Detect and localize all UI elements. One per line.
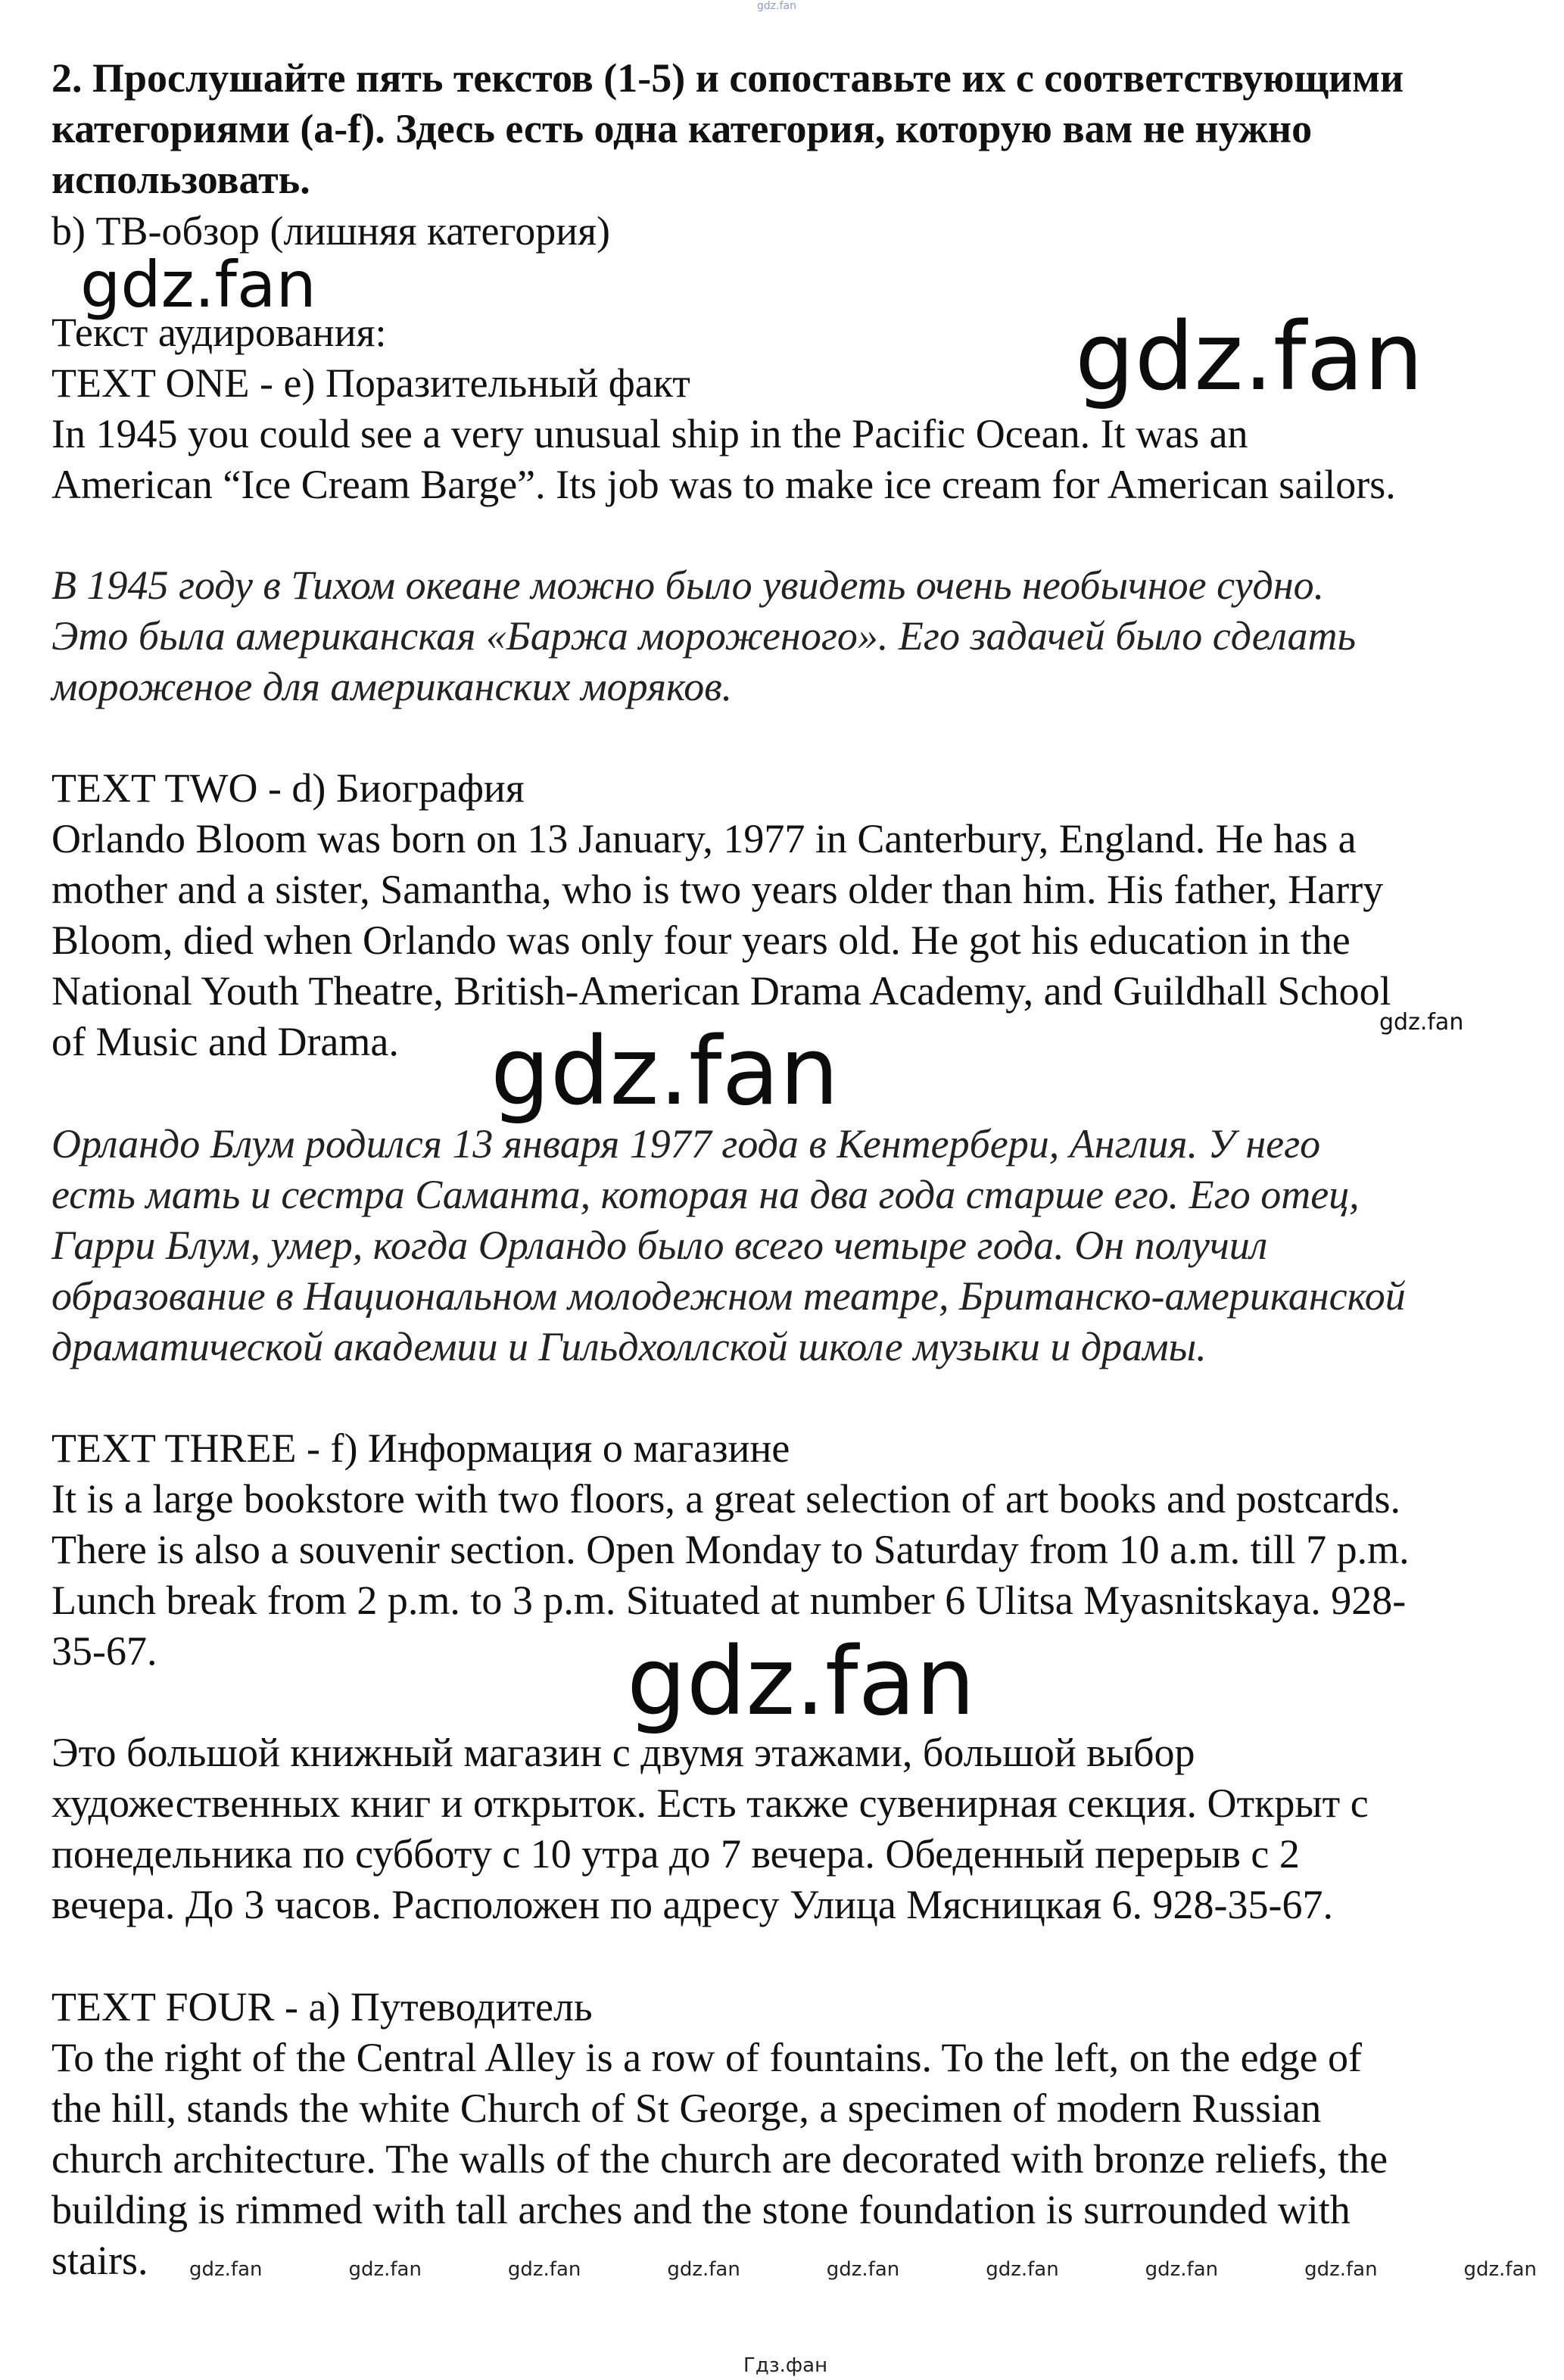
watermark-row-item: gdz.fan — [1304, 2258, 1378, 2281]
text-two-russian: Орландо Блум родился 13 января 1977 года в Кентербери, Англия. У него есть мать и сестра Саманта, которая на два года старше его. Его отец, Гарри Блум, умер, когда Орландо было всего четыре года. Он получил образование в Национальном молодежном театре, Британско-американской драматической академии и Гильдхоллской школе музыки и драмы. — [51, 1121, 1406, 1369]
transcript-label: Текст аудирования: — [51, 310, 387, 355]
watermark-row-item: gdz.fan — [986, 2258, 1059, 2281]
watermark-1: gdz.fan — [80, 248, 316, 322]
watermark-3: gdz.fan — [491, 1017, 840, 1126]
text-four-title: TEXT FOUR - a) Путеводитель — [51, 1984, 593, 2030]
text-three-english: It is a large bookstore with two floors, a great selection of art books and postcards. There is also a souvenir section. Open Monday to Saturday from 10 a.m. till 7 p.m. Lunch break from 2 p.m. to 3 p.m. Situated at number 6 Ulitsa Myasnitskaya. 928- 35-67. — [51, 1476, 1410, 1674]
text-one-russian: В 1945 году в Тихом океане можно было увидеть очень необычное судно. Это была американская «Баржа мороженого». Его задачей было сделать мороженое для американских моряков. — [51, 562, 1357, 709]
text-one-title: TEXT ONE - e) Поразительный факт — [51, 360, 690, 406]
text-three-russian: Это большой книжный магазин с двумя этажами, большой выбор художественных книг и открыток. Есть также сувенирная секция. Открыт с понедельника по субботу с 10 утра до 7 вечера. Обеденный перерыв с 2 вечера. До 3 часов. Расположен по адресу Улица Мясницкая 6. 928-35-67. — [51, 1730, 1369, 1927]
watermark-row-item: gdz.fan — [1463, 2258, 1537, 2281]
watermark-row-item: gdz.fan — [1145, 2258, 1219, 2281]
watermark-footer: Гдз.фан — [743, 2354, 828, 2377]
watermark-row-item: gdz.fan — [189, 2258, 263, 2281]
watermark-row-item: gdz.fan — [507, 2258, 581, 2281]
watermark-row-item: gdz.fan — [667, 2258, 740, 2281]
watermark-row — [189, 2260, 1537, 2279]
text-four-english: To the right of the Central Alley is a row of fountains. To the left, on the edge of the hill, stands the white Church of St George, a specimen of modern Russian church architecture. The walls of the church are decorated with bronze reliefs, the building is rimmed with tall arches and the stone foundation is surrounded with stairs. — [51, 2035, 1388, 2283]
task-heading: 2. Прослушайте пять текстов (1-5) и сопоставьте их с соответствующими категориями (a-f). Здесь есть одна категория, которую вам не нужно использовать. — [51, 55, 1404, 202]
text-three-title: TEXT THREE - f) Информация о магазине — [51, 1425, 790, 1471]
watermark-4: gdz.fan — [1379, 1009, 1464, 1036]
watermark-row-item: gdz.fan — [826, 2258, 900, 2281]
watermark-row-item: gdz.fan — [348, 2258, 422, 2281]
text-two-title: TEXT TWO - d) Биография — [51, 765, 525, 811]
watermark-top: gdz.fan — [757, 0, 796, 12]
text-two-english: Orlando Bloom was born on 13 January, 1977 in Canterbury, England. He has a mother and a sister, Samantha, who is two years older than him. His father, Harry Bloom, died when Orlando was only four years old. He got his education in the National Youth Theatre, British-American Drama Academy, and Guildhall School of Music and Drama. — [51, 816, 1391, 1064]
extra-category: b) ТВ-обзор (лишняя категория) — [51, 208, 611, 254]
watermark-5: gdz.fan — [627, 1628, 976, 1737]
text-one-english: In 1945 you could see a very unusual ship in the Pacific Ocean. It was an American “Ice Cream Barge”. Its job was to make ice cream for American sailors. — [51, 411, 1396, 507]
watermark-2: gdz.fan — [1075, 303, 1424, 412]
